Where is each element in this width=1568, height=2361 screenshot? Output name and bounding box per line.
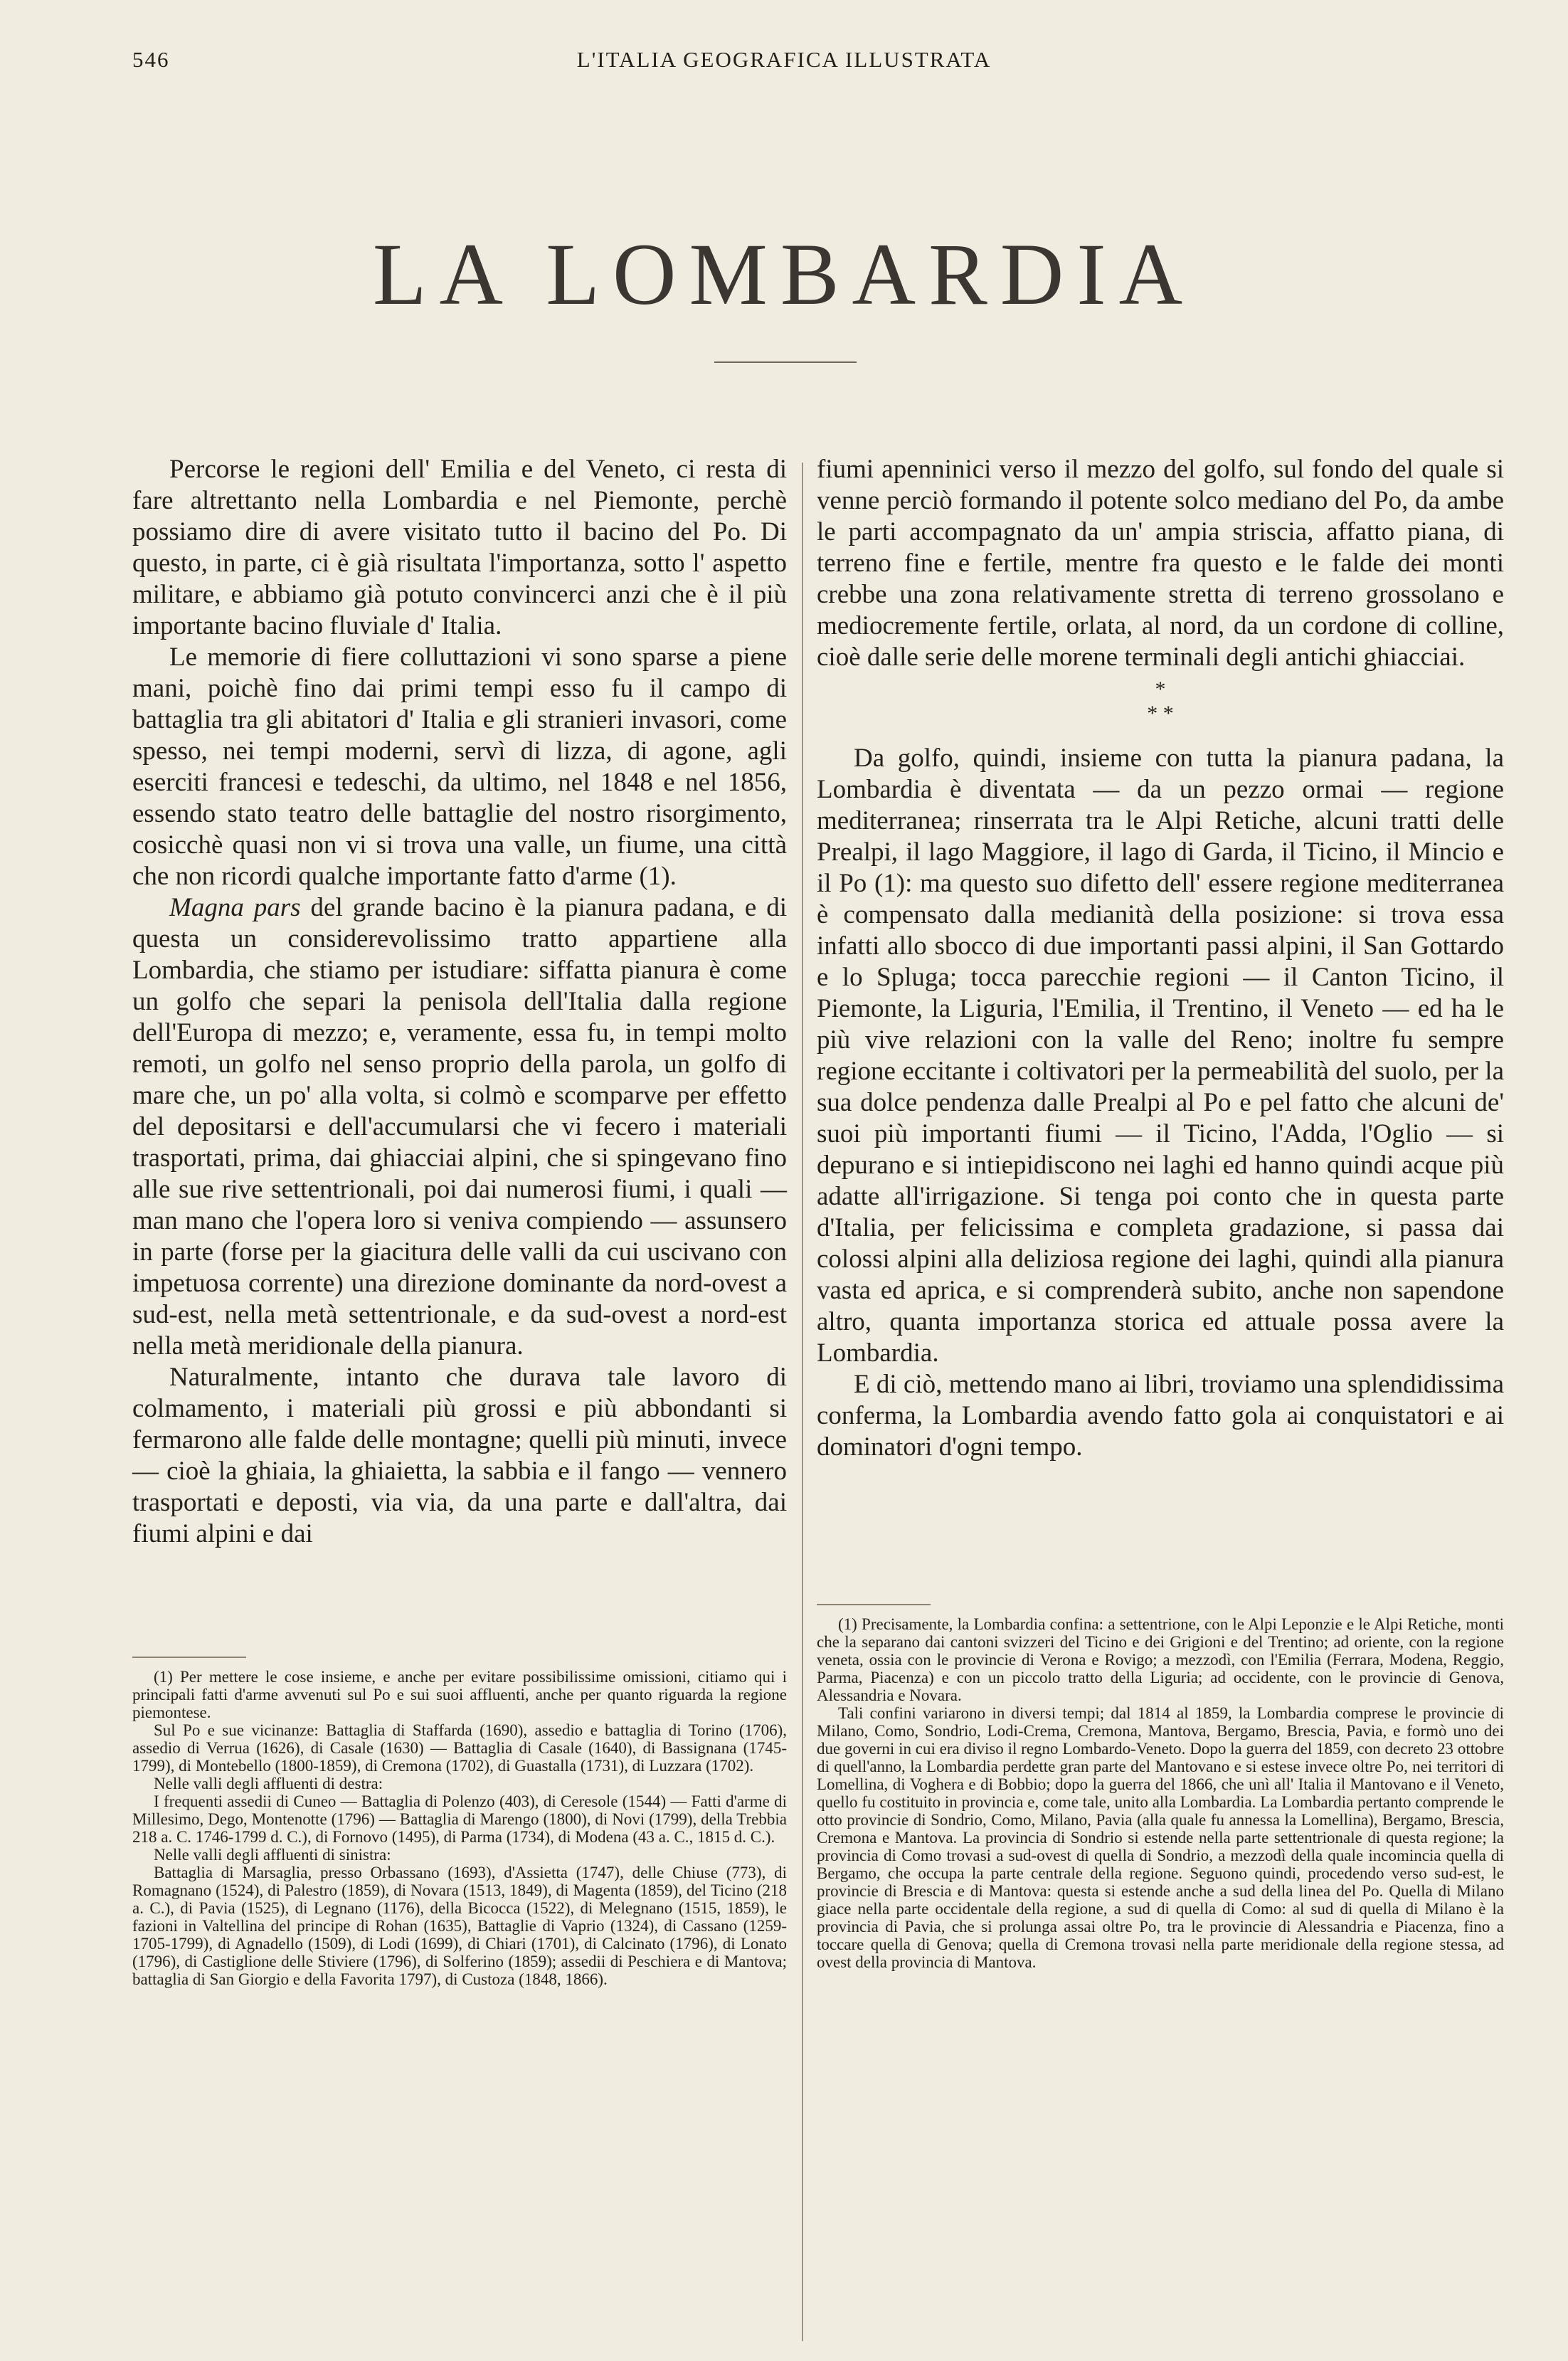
footnote: Nelle valli degli affluenti di destra: (154, 1775, 383, 1792)
footnotes-right (817, 1604, 1504, 1971)
running-head (132, 47, 1436, 83)
chapter-title: LA LOMBARDIA (372, 226, 1196, 323)
paragraph: fiumi apenninici verso il mezzo del golfo, sul fondo del quale si venne perciò formando il potente solco mediano del Po, da ambe le parti accompagnato da un' ampia striscia, affatto piana, di terreno fine e fertile, mentre fra questo e le falde dei monti crebbe una zona relativamente stretta di terreno grossolano e mediocremente fertile, orlata, al nord, da un cordone di colline, cioè dalle serie delle morene terminali degli antichi ghiacciai. (817, 455, 1504, 672)
footnote: (1) Per mettere le cose insieme, e anche per evitare possibilissime omissioni, citiamo qui i principali fatti d'arme avvenuti sul Po e sui suoi affluenti, anche per quanto riguarda la regione piemontese. (132, 1668, 787, 1721)
page-number: 546 (132, 47, 170, 72)
paragraph-text: del grande bacino è la pianura padana, e di questa un considerevolissimo tratto appartiene alla Lombardia, che stiamo per istudiare: siffatta pianura è come un golfo che separi la penisola dell'Italia dalla regione dell'Europa di mezzo; e, veramente, essa fu, in tempi molto remoti, un golfo nel senso proprio della parola, un golfo di mare che, un po' alla volta, si colmò e scomparve per effetto del depositarsi e dell'accumularsi che vi fecero i materiali trasportati, prima, dai ghiacciai alpini, che si spingevano fino alle sue rive settentrionali, poi dai numerosi fiumi, i quali — man mano che l'opera loro si veniva compiendo — assunsero in parte (forse per la giacitura delle valli da cui uscivano con impetuosa corrente) una direzione dominante da nord-ovest a sud-est, nella metà settentrionale, e da sud-ovest a nord-est nella metà meridionale della pianura. (132, 893, 787, 1361)
paragraph (132, 892, 787, 1362)
paragraph: Naturalmente, intanto che durava tale lavoro di colmamento, i materiali più grossi e più abbondanti si fermarono alle falde delle montagne; quelli più minuti, invece — cioè la ghiaia, la ghiaietta, la sabbia e il fango — vennero trasportati e deposti, via via, da una parte e dall'altra, dai fiumi alpini e dai (132, 1363, 787, 1548)
footnote: (1) Precisamente, la Lombardia confina: a settentrione, con le Alpi Leponzie e le Alpi Retiche, monti che la separano dai cantoni svizzeri del Ticino e dei Grigioni e del Trentino; ad oriente, con la regione veneta, ossia con le provincie di Verona e Rovigo; a mezzodì, con l'Emilia (Ferrara, Modena, Reggio, Parma, Piacenza) e con un piccolo tratto della Liguria; ad occidente, con le provincie di Genova, Alessandria e Novara. (817, 1615, 1504, 1704)
footnotes-left (132, 1657, 787, 1988)
asterism-top: * (1155, 677, 1166, 701)
title-rule (714, 361, 857, 363)
paragraph: Percorse le regioni dell' Emilia e del Veneto, ci resta di fare altrettanto nella Lombardia e nel Piemonte, perchè possiamo dire di avere visitato tutto il bacino del Po. Di questo, in parte, ci è già risultata l'importanza, sotto l' aspetto militare, e abbiamo già potuto convincerci anzi che è il più importante bacino fluviale d' Italia. (132, 455, 787, 640)
running-title: L'ITALIA GEOGRAFICA ILLUSTRATA (576, 47, 992, 72)
column-divider (802, 463, 803, 2341)
paragraph: E di ciò, mettendo mano ai libri, troviamo una splendidissima conferma, la Lombardia avendo fatto gola ai conquistatori e ai dominatori d'ogni tempo. (817, 1370, 1504, 1462)
paragraph: Da golfo, quindi, insieme con tutta la pianura padana, la Lombardia è diventata — da un pezzo ormai — regione mediterranea; rinserrata tra le Alpi Retiche, alcuni tratti delle Prealpi, il lago Maggiore, il lago di Garda, il Ticino, il Mincio e il Po (1): ma questo suo difetto dell' essere regione mediterranea è compensato dalla medianità della posizione: si trova essa infatti allo sbocco di due importanti passi alpini, il San Gottardo e lo Spluga; tocca parecchie regioni — il Canton Ticino, il Piemonte, la Liguria, l'Emilia, il Trentino, il Veneto — ed ha le più vive relazioni con la valle del Reno; inoltre fu sempre regione eccitante i coltivatori per la permeabilità del suolo, per la sua dolce pendenza dalle Prealpi al Po e pel fatto che alcuni de' suoi più importanti fiumi — il Ticino, l'Adda, l'Oglio — si depurano e si intiepidiscono nei laghi ed hanno quindi acque più adatte all'irrigazione. Si tenga poi conto che in questa parte d'Italia, per felicissima e completa gradazione, si passa dai colossi alpini alla deliziosa regione dei laghi, quindi alla pianura vasta ed aprica, e si comprenderà subito, anche non sapendone altro, quanta importanza storica ed attuale possa avere la Lombardia. (817, 744, 1504, 1368)
footnote: Battaglia di Marsaglia, presso Orbassano (1693), d'Assietta (1747), delle Chiuse (773), di Romagnano (1524), di Palestro (1859), di Novara (1513, 1849), di Magenta (1859), del Ticino (218 a. C.), di Pavia (1525), di Legnano (1176), della Bicocca (1522), di Melegnano (1515, 1859), le fazioni in Valtellina del principe di Rohan (1635), Battaglie di Vaprio (1324), di Cassano (1259-1705-1799), di Agnadello (1509), di Lodi (1699), di Chiari (1701), di Calcinato (1796), di Lonato (1796), di Castiglione delle Stiviere (1796), di Solferino (1859); assedii di Peschiera e di Mantova; battaglia di San Giorgio e della Favorita 1797), di Custoza (1848, 1866). (132, 1864, 787, 1988)
magna-pars-phrase: Magna pars (169, 893, 301, 922)
paragraph: Le memorie di fiere colluttazioni vi sono sparse a piene mani, poichè fino dai primi tempi esso fu il campo di battaglia tra gli abitatori d' Italia e gli stranieri invasori, come spesso, nei tempi moderni, servì di lizza, di agone, agli eserciti francesi e tedeschi, da ultimo, nel 1848 e nel 1856, essendo stato teatro delle battaglie del nostro risorgimento, cosicchè quasi non vi si trova una valle, un fiume, una città che non ricordi qualche importante fatto d'arme (1). (132, 643, 787, 891)
footnote: I frequenti assedii di Cuneo — Battaglia di Polenzo (403), di Ceresole (1544) — Fatti d'arme di Millesimo, Dego, Montenotte (1796) — Battaglia di Marengo (1800), di Novi (1799), della Trebbia 218 a. C. 1746-1799 d. C.), di Fornovo (1495), di Parma (1734), di Modena (43 a. C., 1815 d. C.). (132, 1792, 787, 1846)
body-column-right (817, 454, 1504, 1463)
section-break-asterism (817, 677, 1504, 726)
body-column-left (132, 454, 787, 1550)
footnote-rule (817, 1604, 931, 1605)
footnote: Sul Po e sue vicinanze: Battaglia di Staffarda (1690), assedio e battaglia di Torino (1706), assedio di Verrua (1626), di Casale (1630) — Battaglia di Casale (1640), di Bassignana (1745-1799), di Montebello (1800-1859), di Cremona (1702), di Guastalla (1731), di Luzzara (1702). (132, 1721, 787, 1775)
asterism-bottom: * * (1147, 702, 1174, 725)
footnote-rule (132, 1657, 246, 1658)
footnote: Tali confini variarono in diversi tempi; dal 1814 al 1859, la Lombardia comprese le provincie di Milano, Como, Sondrio, Lodi-Crema, Cremona, Mantova, Bergamo, Brescia, Pavia, e formò uno dei due governi in cui era diviso il regno Lombardo-Veneto. Dopo la guerra del 1859, con decreto 23 ottobre di quell'anno, la Lombardia perdette gran parte del Mantovano e si estese invece oltre Po, nei territori di Lomellina, di Voghera e di Bobbio; dopo la guerra del 1866, che unì all' Italia il Mantovano e il Veneto, quello fu costituito in provincia e, come tale, unito alla Lombardia. La Lombardia pertanto comprende le otto provincie di Sondrio, Como, Milano, Pavia (alla quale fu annessa la Lomellina), Bergamo, Brescia, Cremona e Mantova. La provincia di Sondrio si estende nella parte settentrionale di questa regione; la provincia di Como trovasi a sud-ovest di quella di Sondrio, a mezzodì della quale incomincia quella di Bergamo, che occupa la parte centrale della regione. Seguono quindi, procedendo verso sud-est, le provincie di Brescia e di Mantova: questa si estende anche a sud della linea del Po. Quella di Milano giace nella parte occidentale della regione, a sud di quella di Como: al sud di quella di Milano è la provincia di Pavia, che si prolunga assai oltre Po, tra le provincie di Alessandria e Piacenza, fino a toccare quella di Genova; quella di Cremona trovasi nella parte meridionale della regione stessa, ad ovest della provincia di Mantova. (817, 1704, 1504, 1971)
footnote: Nelle valli degli affluenti di sinistra: (154, 1846, 391, 1864)
